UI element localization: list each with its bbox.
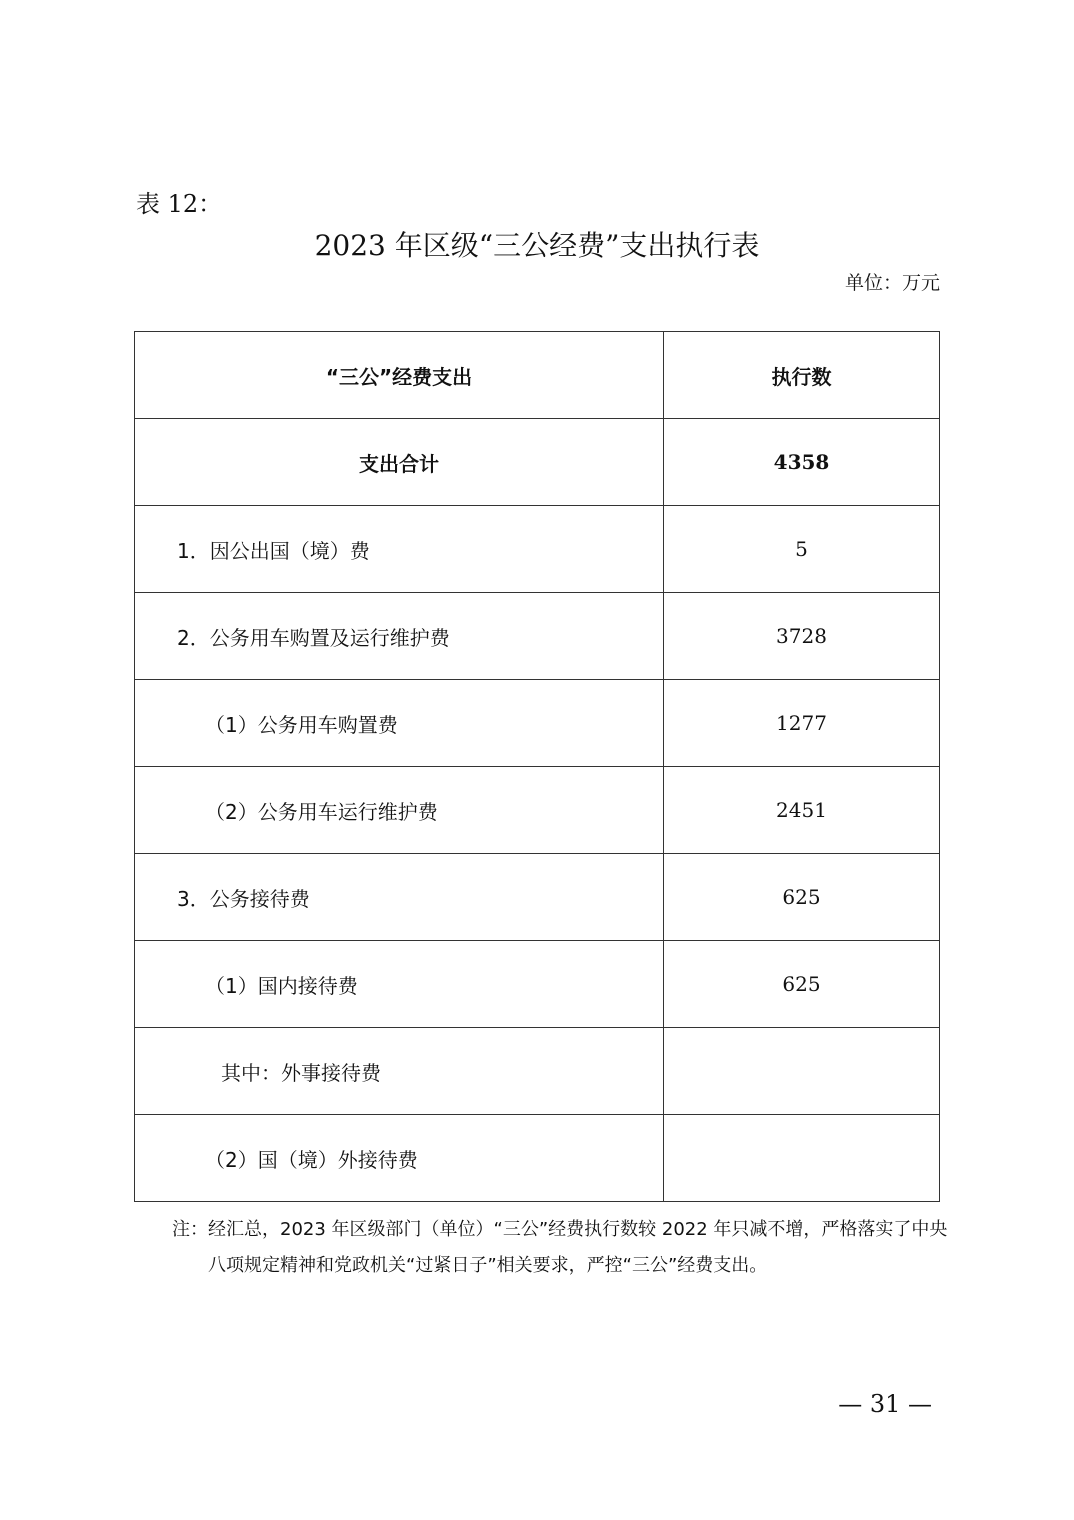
row-label: 2．公务用车购置及运行维护费	[135, 593, 664, 680]
table-row	[135, 593, 940, 680]
row-label: （2）国（境）外接待费	[135, 1115, 664, 1202]
unit-label: 单位：万元	[844, 272, 940, 294]
expenditure-table	[134, 331, 940, 1202]
total-label: 支出合计	[135, 419, 664, 506]
table-number-label: 表 12：	[136, 190, 223, 218]
footnote-line-2: 八项规定精神和党政机关“过紧日子”相关要求，严控“三公”经费支出。	[208, 1255, 768, 1276]
footnote	[172, 1212, 952, 1284]
footnote-line-1: 注：经汇总，2023 年区级部门（单位）“三公”经费执行数较 2022 年只减不增，严格落实了中央	[172, 1219, 948, 1240]
header-amount: 执行数	[664, 332, 940, 419]
page-number: — 31 —	[838, 1390, 932, 1418]
row-label: （1）公务用车购置费	[135, 680, 664, 767]
row-value	[664, 1115, 940, 1202]
total-row	[135, 419, 940, 506]
row-value: 625	[664, 941, 940, 1028]
table-row	[135, 506, 940, 593]
row-value: 2451	[664, 767, 940, 854]
row-label: 其中：外事接待费	[135, 1028, 664, 1115]
table-header-row	[135, 332, 940, 419]
row-label: 1．因公出国（境）费	[135, 506, 664, 593]
row-value	[664, 1028, 940, 1115]
table-row	[135, 1115, 940, 1202]
table-row	[135, 1028, 940, 1115]
row-value: 625	[664, 854, 940, 941]
header-category: “三公”经费支出	[135, 332, 664, 419]
row-label: 3．公务接待费	[135, 854, 664, 941]
row-label: （2）公务用车运行维护费	[135, 767, 664, 854]
table-row	[135, 680, 940, 767]
row-label: （1）国内接待费	[135, 941, 664, 1028]
row-value: 1277	[664, 680, 940, 767]
row-value: 5	[664, 506, 940, 593]
table-row	[135, 767, 940, 854]
total-value: 4358	[664, 419, 940, 506]
table-row	[135, 854, 940, 941]
table-row	[135, 941, 940, 1028]
row-value: 3728	[664, 593, 940, 680]
page-title: 2023 年区级“三公经费”支出执行表	[314, 229, 760, 262]
